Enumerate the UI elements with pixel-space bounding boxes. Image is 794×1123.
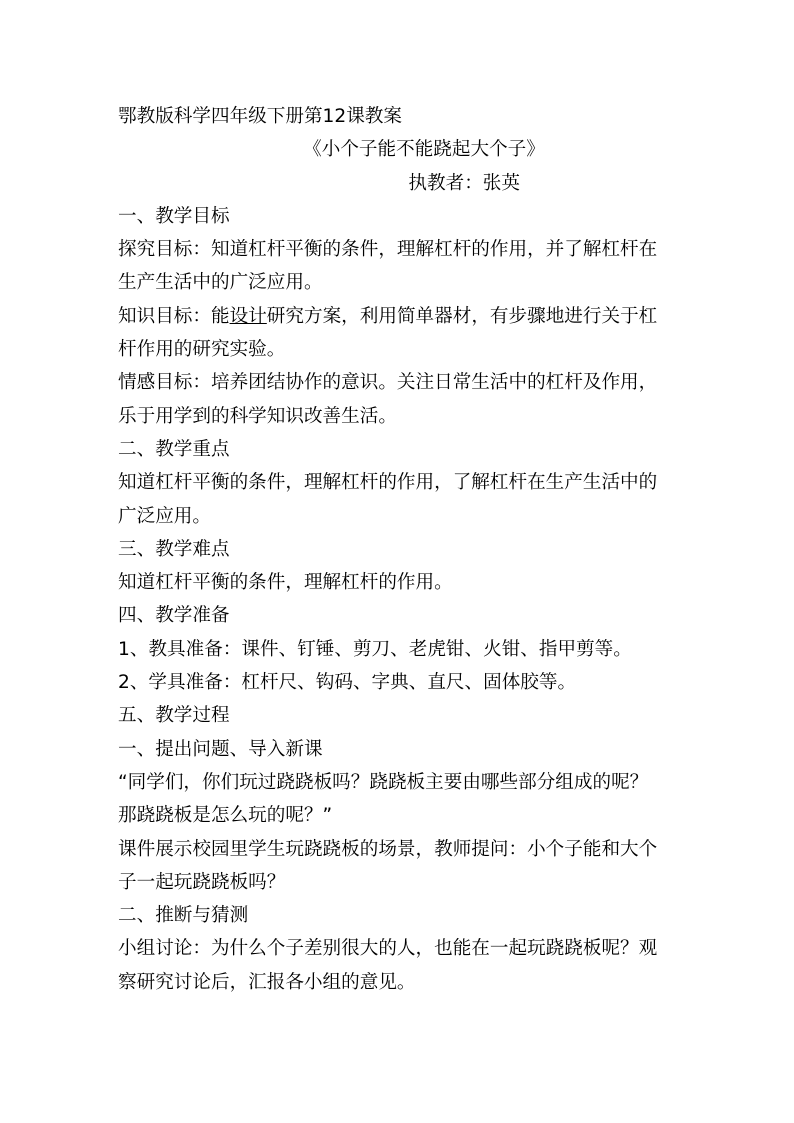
goal-knowledge-line-1 — [118, 300, 670, 333]
goal-knowledge-prefix: 知识目标：能 — [118, 305, 230, 327]
author-line: 执教者：张英 — [408, 172, 520, 194]
key-points-line-2: 广泛应用。 — [118, 505, 211, 527]
prep-teacher: 1、教具准备：课件、钉锤、剪刀、老虎钳、火钳、指甲剪等。 — [118, 638, 632, 660]
document-page — [118, 100, 670, 999]
step2-heading: 二、推断与猜测 — [118, 905, 249, 927]
key-points-heading: 二、教学重点 — [118, 438, 230, 460]
key-points-line-1: 知道杠杆平衡的条件，理解杠杆的作用，了解杠杆在生产生活中的 — [118, 472, 658, 494]
process-heading: 五、教学过程 — [118, 705, 230, 727]
step1-heading: 一、提出问题、导入新课 — [118, 738, 323, 760]
step2-text-line-2: 察研究讨论后，汇报各小组的意见。 — [118, 971, 416, 993]
goal-knowledge-underlined: 设计 — [229, 305, 267, 327]
prep-heading: 四、教学准备 — [118, 605, 230, 627]
step1-quote-line-2: 那跷跷板是怎么玩的呢？” — [118, 805, 333, 827]
difficulty-line-1: 知道杠杆平衡的条件，理解杠杆的作用。 — [118, 572, 453, 594]
difficulty-heading: 三、教学难点 — [118, 538, 230, 560]
step1-text-line-2: 子一起玩跷跷板吗？ — [118, 871, 286, 893]
goal-knowledge-line-2: 杆作用的研究实验。 — [118, 339, 286, 361]
step1-quote-line-1: “同学们，你们玩过跷跷板吗？跷跷板主要由哪些部分组成的呢？ — [118, 771, 649, 793]
goal-explore-line-2: 生产生活中的广泛应用。 — [118, 272, 323, 294]
goal-explore-line-1: 探究目标：知道杠杆平衡的条件，理解杠杆的作用，并了解杠杆在 — [118, 239, 658, 261]
lesson-title: 《小个子能不能跷起大个子》 — [303, 139, 545, 161]
prep-student: 2、学具准备：杠杆尺、钩码、字典、直尺、固体胶等。 — [118, 672, 577, 694]
goal-emotion-line-2: 乐于用学到的科学知识改善生活。 — [118, 405, 397, 427]
goals-heading: 一、教学目标 — [118, 205, 230, 227]
goal-emotion-line-1: 情感目标：培养团结协作的意识。关注日常生活中的杠杆及作用， — [118, 372, 658, 394]
header-title: 鄂教版科学四年级下册第12课教案 — [118, 106, 402, 127]
goal-knowledge-suffix: 研究方案，利用简单器材，有步骤地进行关于杠 — [266, 305, 658, 327]
step1-text-line-1: 课件展示校园里学生玩跷跷板的场景，教师提问：小个子能和大个 — [118, 838, 658, 860]
step2-text-line-1: 小组讨论：为什么个子差别很大的人，也能在一起玩跷跷板呢？观 — [118, 938, 658, 960]
